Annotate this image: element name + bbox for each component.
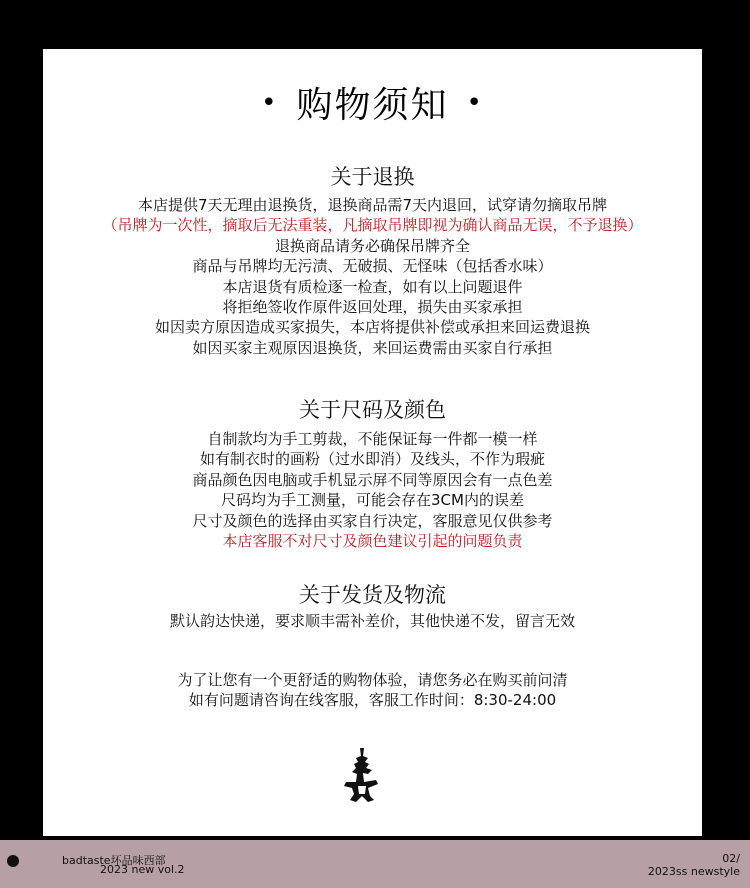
footer-season: 2023ss newstyle — [647, 865, 740, 878]
brand-glyph-logo-icon — [338, 746, 386, 808]
closing-line: 为了让您有一个更舒适的购物体验，请您务必在购买前问清 — [177, 671, 568, 689]
returns-line: 将拒绝签收作原件返回处理，损失由买家承担 — [222, 298, 523, 317]
page-title — [43, 77, 702, 128]
footer-volume: 2023 new vol.2 — [100, 863, 185, 876]
section-heading-returns: 关于退换 — [330, 165, 415, 189]
section-body-size-color — [43, 429, 702, 551]
returns-line: 商品与吊牌均无污渍、无破损、无怪味（包括香水味） — [192, 257, 553, 276]
returns-line: 如因卖方原因造成买家损失，本店将提供补偿或承担来回运费退换 — [154, 318, 590, 337]
section-heading-size-color: 关于尺码及颜色 — [299, 398, 446, 422]
footer-bar — [0, 840, 750, 888]
returns-line: 如因买家主观原因退换货，来回运费需由买家自行承担 — [192, 338, 553, 357]
shipping-line: 默认韵达快递，要求顺丰需补差价，其他快递不发，留言无效 — [169, 612, 575, 630]
section-body-returns — [43, 195, 702, 358]
section-body-shipping — [43, 611, 702, 631]
size-line-warning: 本店客服不对尺寸及颜色建议引起的问题负责 — [222, 532, 523, 551]
size-line: 如有制衣时的画粉（过水即消）及线头，不作为瑕疵 — [199, 450, 545, 469]
notice-card — [43, 49, 702, 836]
returns-line: 本店退货有质检逐一检查，如有以上问题退件 — [222, 277, 523, 296]
returns-line-warning: （吊牌为一次性，摘取后无法重装，凡摘取吊牌即视为确认商品无误，不予退换） — [102, 216, 643, 235]
footer-page-number: 02/ — [722, 852, 740, 865]
footer-dot-icon — [7, 855, 19, 867]
size-line: 商品颜色因电脑或手机显示屏不同等原因会有一点色差 — [192, 470, 553, 489]
section-heading-shipping: 关于发货及物流 — [299, 583, 446, 607]
size-line: 尺寸及颜色的选择由买家自行决定，客服意见仅供参考 — [192, 511, 553, 530]
closing-line: 如有问题请咨询在线客服，客服工作时间：8:30-24:00 — [188, 691, 557, 710]
size-line: 自制款均为手工剪裁，不能保证每一件都一模一样 — [207, 430, 538, 448]
title-bullet-left: • — [261, 88, 279, 118]
returns-line: 退换商品请务必确保吊牌齐全 — [274, 236, 470, 255]
returns-line: 本店提供7天无理由退换货，退换商品需7天内退回，试穿请勿摘取吊牌 — [137, 196, 608, 214]
closing-notes — [43, 670, 702, 711]
title-text: 购物须知 — [296, 85, 449, 126]
size-line: 尺码均为手工测量，可能会存在3CM内的误差 — [221, 491, 524, 510]
title-bullet-right: • — [466, 88, 484, 118]
footer-brand: badtaste坏品味西部 — [62, 854, 166, 867]
